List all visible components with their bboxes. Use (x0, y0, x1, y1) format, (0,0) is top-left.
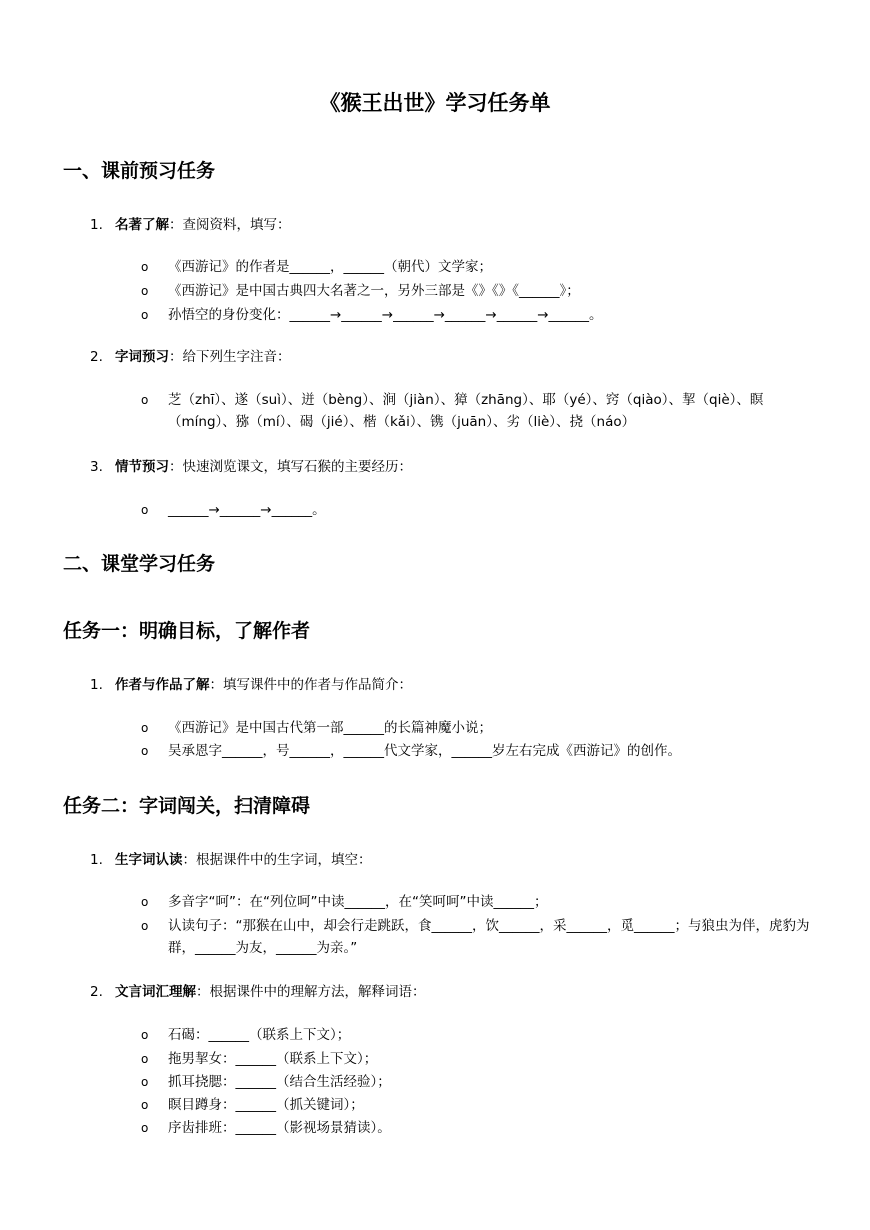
task-heading-2: 任务二：字词闯关，扫清障碍 (63, 795, 311, 817)
item-label: 名著了解 (115, 217, 169, 233)
section-heading-preview: 一、课前预习任务 (63, 160, 216, 182)
bullet-marker: o (141, 308, 149, 322)
list-item-text: 《西游记》的作者是______，______（朝代）文学家； (168, 259, 492, 275)
bullet-marker: o (141, 503, 149, 517)
list-item (141, 304, 603, 326)
bullet-marker: o (141, 1121, 149, 1135)
bullet-marker: o (141, 393, 149, 407)
bullet-marker: o (141, 919, 149, 933)
item-number: 2. (90, 984, 103, 1000)
list-item-text: 芝（zhī）、遂（suì）、迸（bèng）、涧（jiàn）、獐（zhāng）、耶（yé）、窍（qiào）、挈（qiè）、瞑（míng）、猕（mí）、碣（jié）、楷（kǎi）、镌（juān）、劣（liè）、挠（náo） (168, 392, 764, 430)
item-label: 情节预习 (115, 459, 169, 475)
section-heading-classroom: 二、课堂学习任务 (63, 553, 216, 575)
bullet-marker: o (141, 1075, 149, 1089)
item-number: 3. (90, 459, 103, 475)
bullet-marker: o (141, 1052, 149, 1066)
item-description: ：根据课件中的理解方法，解释词语： (196, 984, 426, 1000)
bullet-marker: o (141, 284, 149, 298)
bullet-marker: o (141, 895, 149, 909)
list-item-text: 孙悟空的身份变化：______→______→______→______→______→______。 (168, 307, 603, 323)
list-item (141, 499, 326, 521)
list-item-text: 抓耳挠腮：______（结合生活经验）； (168, 1074, 391, 1090)
list-item (141, 1094, 364, 1116)
list-item-text: 多音字“呵”：在“列位呵”中读______，在“笑呵呵”中读______； (168, 894, 548, 910)
list-item-text: ______→______→______。 (168, 502, 326, 518)
numbered-item (90, 850, 372, 870)
bullet-marker: o (141, 1028, 149, 1042)
item-label: 字词预习 (115, 349, 169, 365)
bullet-marker: o (141, 721, 149, 735)
list-item (141, 256, 492, 278)
list-item (141, 389, 811, 433)
numbered-item (90, 457, 412, 477)
list-item (141, 1071, 391, 1093)
list-item (141, 280, 580, 302)
bullet-marker: o (141, 260, 149, 274)
item-description: ：快速浏览课文，填写石猴的主要经历： (169, 459, 412, 475)
bullet-marker: o (141, 744, 149, 758)
list-item (141, 740, 681, 762)
list-item-text: 《西游记》是中国古典四大名著之一，另外三部是《》《》《______》； (168, 283, 580, 299)
list-item-text: 石碣：______（联系上下文）； (168, 1027, 351, 1043)
list-item-text: 瞑目蹲身：______（抓关键词）； (168, 1097, 364, 1113)
item-description: ：给下列生字注音： (169, 349, 291, 365)
item-description: ：查阅资料，填写： (169, 217, 291, 233)
list-item (141, 1048, 377, 1070)
numbered-item (90, 347, 291, 367)
list-item-text: 拖男挈女：______（联系上下文）； (168, 1051, 378, 1067)
numbered-item (90, 675, 412, 695)
list-item (141, 717, 492, 739)
item-number: 1. (90, 677, 103, 693)
item-label: 作者与作品了解 (115, 677, 210, 693)
item-number: 1. (90, 852, 103, 868)
task-heading-1: 任务一：明确目标，了解作者 (63, 620, 311, 642)
list-item-text: 认读句子：“那猴在山中，却会行走跳跃，食______，饮______，采______，觅______；与狼虫为伴，虎豹为群，______为友，______为亲。” (168, 918, 810, 956)
item-number: 1. (90, 217, 103, 233)
item-label: 生字词认读 (115, 852, 183, 868)
page-title: 《猴王出世》学习任务单 (319, 91, 551, 115)
list-item-text: 吴承恩字______，号______，______代文学家，______岁左右完成《西游记》的创作。 (168, 743, 681, 759)
list-item (141, 915, 811, 959)
item-description: ：根据课件中的生字词，填空： (182, 852, 372, 868)
list-item-text: 《西游记》是中国古代第一部______的长篇神魔小说； (168, 720, 492, 736)
item-number: 2. (90, 349, 103, 365)
list-item-text: 序齿排班：______（影视场景猜读）。 (168, 1120, 391, 1136)
item-description: ：填写课件中的作者与作品简介： (209, 677, 412, 693)
list-item (141, 891, 547, 913)
numbered-item (90, 215, 291, 235)
item-label: 文言词汇理解 (115, 984, 196, 1000)
list-item (141, 1024, 350, 1046)
list-item (141, 1117, 391, 1139)
bullet-marker: o (141, 1098, 149, 1112)
numbered-item (90, 982, 426, 1002)
